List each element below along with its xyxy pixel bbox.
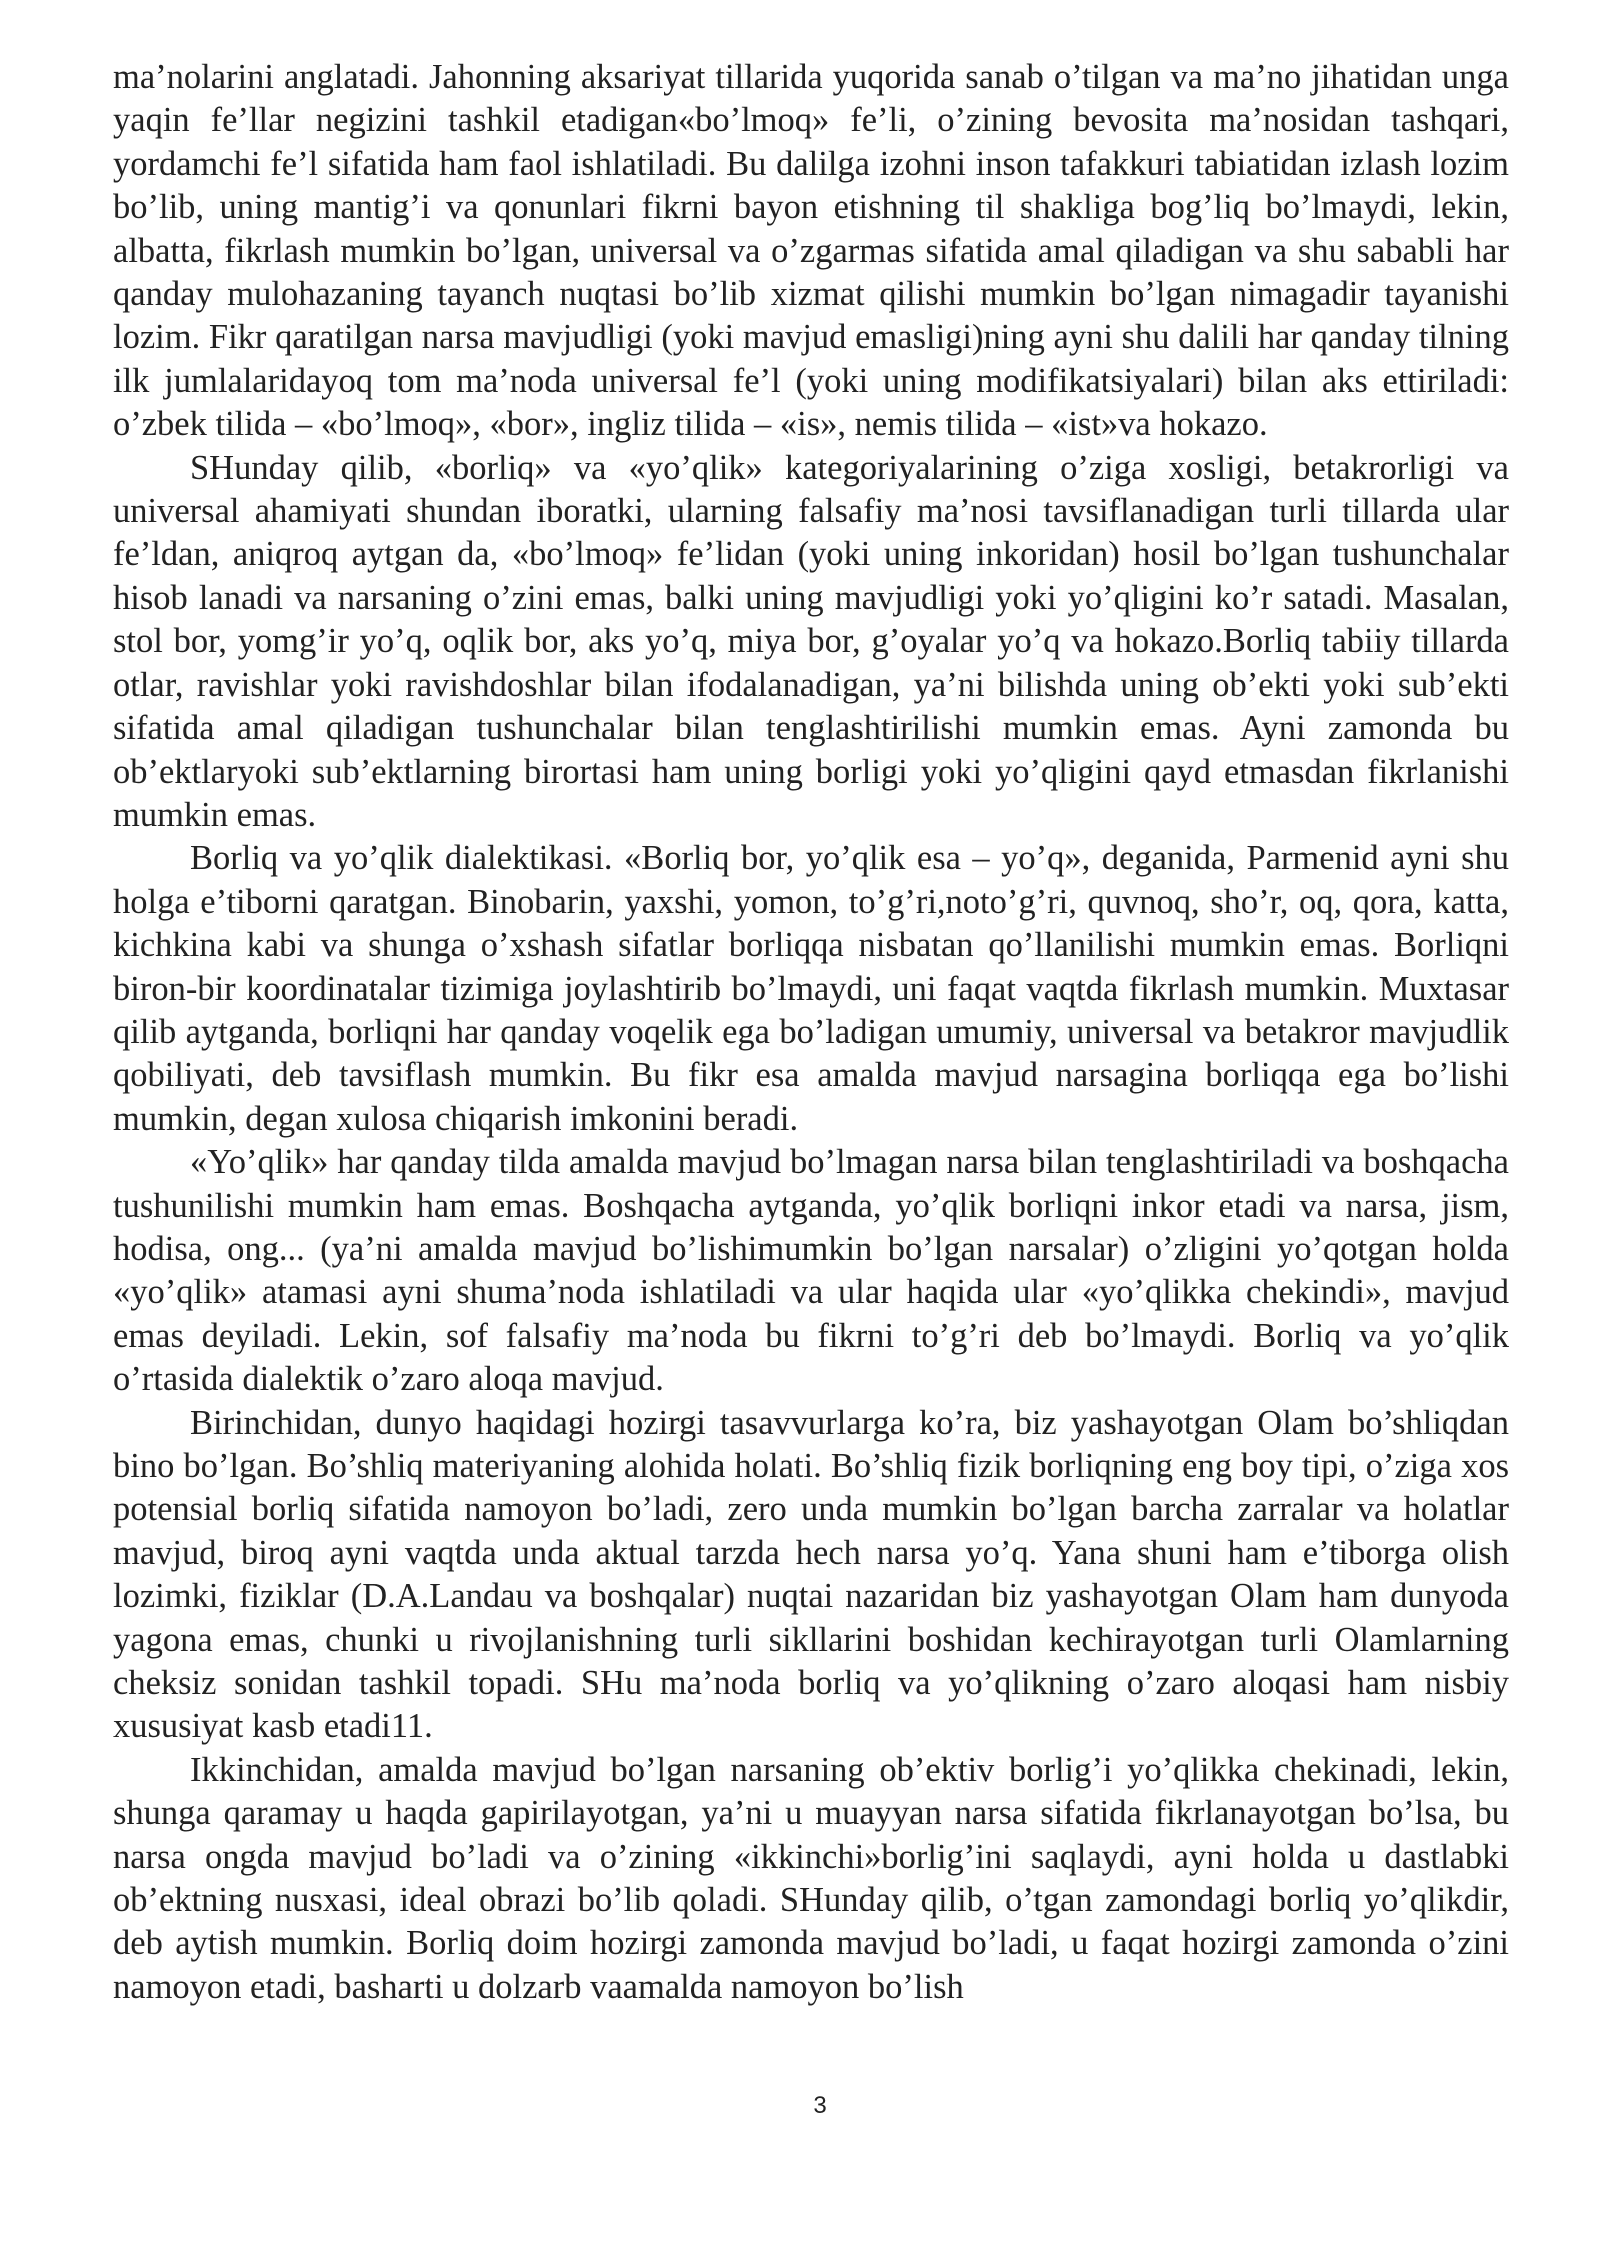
paragraph-3: Borliq va yo’qlik dialektikasi. «Borliq bor, yo’qlik esa – yo’q», deganida, Parmenid ayni shu holga e’tiborni qaratgan. Binobarin, yaxshi, yomon, to’g’ri,noto’g’ri, quvnoq, sho’r, oq, qora, katta, kichkina kabi va shunga o’xshash sifatlar borliqqa nisbatan qo’llanilishi mumkin emas. Borliqni biron-bir koordinatalar tizimiga joylashtirib bo’lmaydi, uni faqat vaqtda fikrlash mumkin. Muxtasar qilib aytganda, borliqni har qanday voqelik ega bo’ladigan umumiy, universal va betakror mavjudlik qobiliyati, deb tavsiflash mumkin. Bu fikr esa amalda mavjud narsagina borliqqa ega bo’lishi mumkin, degan xulosa chiqarish imkonini beradi. bbox=[113, 839, 1509, 1138]
paragraph-1: ma’nolarini anglatadi. Jahonning aksariyat tillarida yuqorida sanab o’tilgan va ma’no jihatidan unga yaqin fe’llar negizini tashkil etadigan«bo’lmoq» fe’li, o’zining bevosita ma’nosidan tashqari, yordamchi fe’l sifatida ham faol ishlatiladi. Bu dalilga izohni inson tafakkuri tabiatidan izlash lozim bo’lib, uning mantig’i va qonunlari fikrni bayon etishning til shakliga bog’liq bo’lmaydi, lekin, albatta, fikrlash mumkin bo’lgan, universal va o’zgarmas sifatida amal qiladigan va shu sababli har qanday mulohazaning tayanch nuqtasi bo’lib xizmat qilishi mumkin bo’lgan nimagadir tayanishi lozim. Fikr qaratilgan narsa mavjudligi (yoki mavjud emasligi)ning ayni shu dalili har qanday tilning ilk jumlalaridayoq tom ma’noda universal fe’l (yoki uning modifikatsiyalari) bilan aks ettiriladi: o’zbek tilida – «bo’lmoq», «bor», ingliz tilida – «is», nemis tilida – «ist»va hokazo. bbox=[113, 58, 1509, 444]
paragraph-2: SHunday qilib, «borliq» va «yo’qlik» kategoriyalarining o’ziga xosligi, betakrorligi va universal ahamiyati shundan iboratki, ularning falsafiy ma’nosi tavsiflanadigan turli tillarda ular fe’ldan, aniqroq aytgan da, «bo’lmoq» fe’lidan (yoki uning inkoridan) hosil bo’lgan tushunchalar hisob lanadi va narsaning o’zini emas, balki uning mavjudligi yoki yo’qligini ko’r satadi. Masalan, stol bor, yomg’ir yo’q, oqlik bor, aks yo’q, miya bor, g’oyalar yo’q va hokazo.Borliq tabiiy tillarda otlar, ravishlar yoki ravishdoshlar bilan ifodalanadigan, ya’ni bilishda uning ob’ekti yoki sub’ekti sifatida amal qiladigan tushunchalar bilan tenglashtirilishi mumkin emas. Ayni zamonda bu ob’ektlaryoki sub’ektlarning birortasi ham uning borligi yoki yo’qligini qayd etmasdan fikrlanishi mumkin emas. bbox=[113, 448, 1509, 834]
paragraph-4: «Yo’qlik» har qanday tilda amalda mavjud bo’lmagan narsa bilan tenglashtiriladi va boshqacha tushunilishi mumkin ham emas. Boshqacha aytganda, yo’qlik borliqni inkor etadi va narsa, jism, hodisa, ong... (ya’ni amalda mavjud bo’lishimumkin bo’lgan narsalar) o’zligini yo’qotgan holda «yo’qlik» atamasi ayni shuma’noda ishlatiladi va ular haqida ular «yo’qlikka chekindi», mavjud emas deyiladi. Lekin, sof falsafiy ma’noda bu fikrni to’g’ri deb bo’lmaydi. Borliq va yo’qlik o’rtasida dialektik o’zaro aloqa mavjud. bbox=[113, 1143, 1509, 1399]
paragraph-5: Birinchidan, dunyo haqidagi hozirgi tasavvurlarga ko’ra, biz yashayotgan Olam bo’shliqdan bino bo’lgan. Bo’shliq materiyaning alohida holati. Bo’shliq fizik borliqning eng boy tipi, o’ziga xos potensial borliq sifatida namoyon bo’ladi, zero unda mumkin bo’lgan barcha zarralar va holatlar mavjud, biroq ayni vaqtda unda aktual tarzda hech narsa yo’q. Yana shuni ham e’tiborga olish lozimki, fiziklar (D.A.Landau va boshqalar) nuqtai nazaridan biz yashayotgan Olam ham dunyoda yagona emas, chunki u rivojlanishning turli sikllarini boshidan kechirayotgan turli Olamlarning cheksiz sonidan tashkil topadi. SHu ma’noda borliq va yo’qlikning o’zaro aloqasi ham nisbiy xususiyat kasb etadi11. bbox=[113, 1403, 1509, 1746]
paragraph-6: Ikkinchidan, amalda mavjud bo’lgan narsaning ob’ektiv borlig’i yo’qlikka chekinadi, lekin, shunga qaramay u haqda gapirilayotgan, ya’ni u muayyan narsa sifatida fikrlanayotgan bo’lsa, bu narsa ongda mavjud bo’ladi va o’zining «ikkinchi»borlig’ini saqlaydi, ayni holda u dastlabki ob’ektning nusxasi, ideal obrazi bo’lib qoladi. SHunday qilib, o’tgan zamondagi borliq yo’qlikdir, deb aytish mumkin. Borliq doim hozirgi zamonda mavjud bo’ladi, u faqat hozirgi zamonda o’zini namoyon etadi, basharti u dolzarb vaamalda namoyon bo’lish bbox=[113, 1750, 1509, 2006]
document-page bbox=[113, 56, 1509, 2009]
page-number: 3 bbox=[813, 2092, 827, 2119]
